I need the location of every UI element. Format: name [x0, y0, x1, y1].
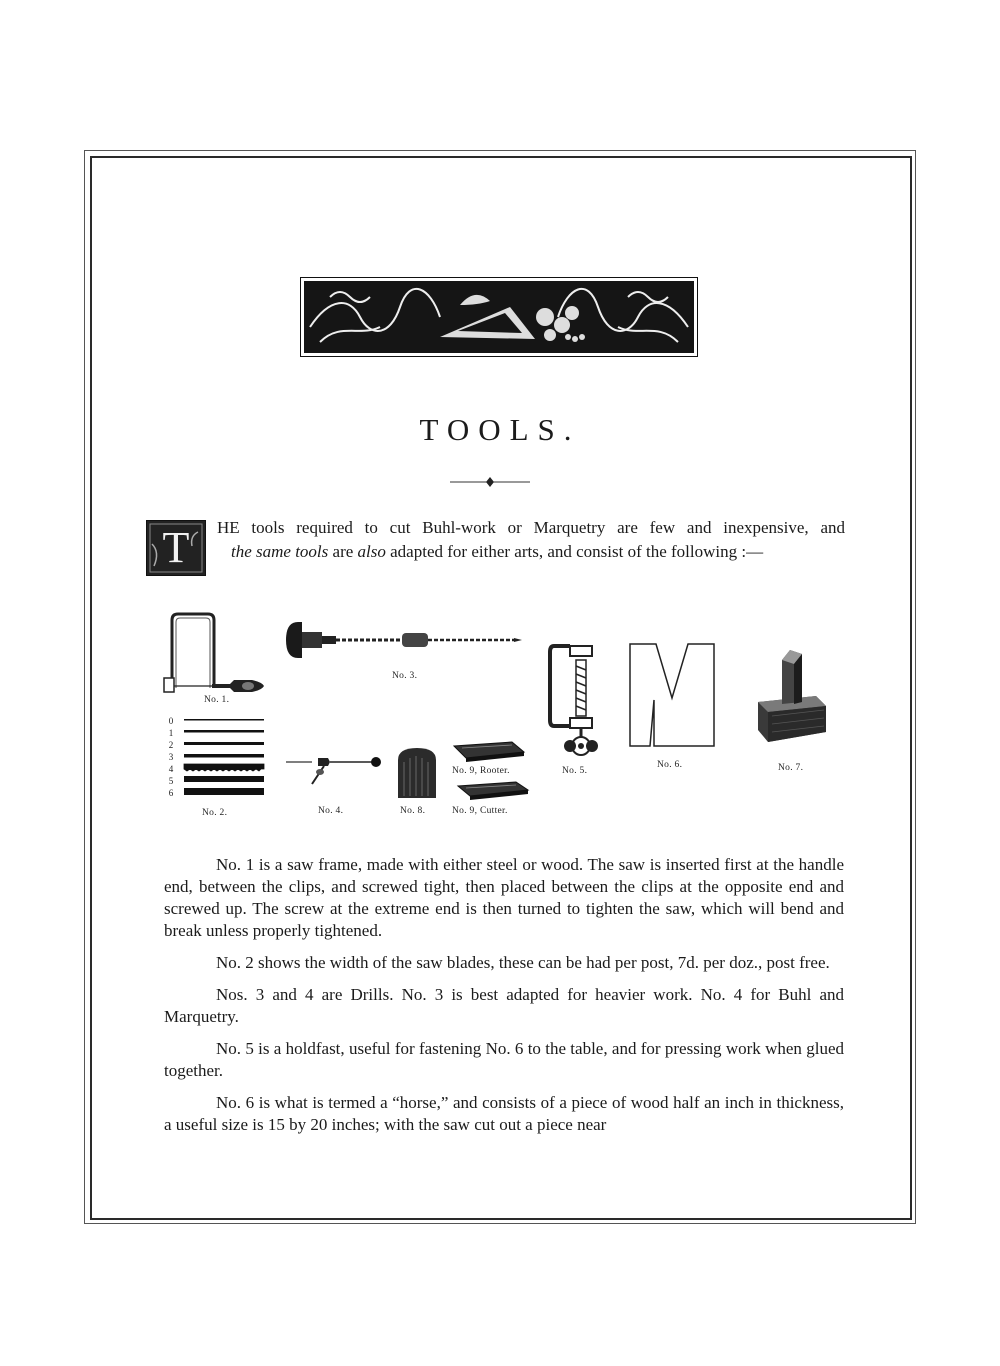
intro-text-are: are	[328, 542, 358, 561]
blade-size-label: 6	[168, 788, 174, 798]
blade-size-label: 1	[168, 728, 174, 738]
cutting-block-illustration	[746, 646, 830, 746]
blade-size-label: 4	[168, 764, 174, 774]
holdfast-clamp-illustration	[546, 640, 610, 762]
cutter-illustration	[456, 780, 530, 804]
ornament-rule-diamond	[450, 476, 530, 488]
saw-blades-illustration	[182, 716, 266, 800]
cornucopia-headband-ornament	[300, 277, 698, 357]
decorated-initial	[146, 520, 206, 576]
page-title: TOOLS.	[419, 412, 581, 447]
paragraph-nos-3-4: Nos. 3 and 4 are Drills. No. 3 is best adapted for heavier work. No. 4 for Buhl and Marquetry.	[164, 985, 844, 1026]
paragraph-no-5: No. 5 is a holdfast, useful for fastening No. 6 to the table, and for pressing work when glued together.	[164, 1039, 844, 1080]
intro-line-2	[231, 540, 845, 564]
intro-line-1: HE tools required to cut Buhl-work or Marquetry are few and inexpensive, and	[217, 518, 845, 537]
paragraph-no-2: No. 2 shows the width of the saw blades, these can be had per post, 7d. per doz., post free.	[216, 953, 830, 972]
caption-no-4: No. 4.	[318, 806, 344, 816]
caption-no-2: No. 2.	[202, 808, 228, 818]
light-drill-illustration	[284, 750, 384, 790]
caption-no-3: No. 3.	[392, 671, 418, 681]
intro-em-same-tools: the same tools	[231, 542, 329, 561]
caption-no-9-cutter: No. 9, Cutter.	[452, 806, 508, 816]
heavy-drill-illustration	[284, 618, 524, 664]
caption-no-8: No. 8.	[400, 806, 426, 816]
caption-no-5: No. 5.	[562, 766, 588, 776]
paragraph-no-1: No. 1 is a saw frame, made with either steel or wood. The saw is inserted first at the handle end, between the clips, and screwed tight, then placed between the clips at the opposite end and screwed up. The screw at the extreme end is then turned to tighten the saw, which will bend and break unless properly tightened.	[164, 855, 844, 940]
caption-no-1: No. 1.	[204, 695, 230, 705]
blade-size-label: 0	[168, 716, 174, 726]
saw-frame-illustration	[160, 612, 272, 694]
paragraph-no-6: No. 6 is what is termed a “horse,” and consists of a piece of wood half an inch in thickness, a useful size is 15 by 20 inches; with the saw cut out a piece near	[164, 1093, 844, 1134]
caption-no-9-rooter: No. 9, Rooter.	[452, 766, 510, 776]
rooter-illustration	[452, 740, 526, 766]
wood-block-illustration	[396, 746, 438, 800]
caption-no-7: No. 7.	[778, 763, 804, 773]
intro-paragraph	[217, 516, 845, 564]
blade-size-label: 3	[168, 752, 174, 762]
initial-letter: T	[162, 523, 190, 572]
blade-size-label: 2	[168, 740, 174, 750]
horse-board-illustration	[628, 640, 718, 752]
body-text	[164, 854, 844, 1146]
caption-no-6: No. 6.	[657, 760, 683, 770]
blade-size-label: 5	[168, 776, 174, 786]
intro-text-rest: adapted for either arts, and consist of the following :—	[385, 542, 764, 561]
intro-em-also: also	[357, 542, 386, 561]
